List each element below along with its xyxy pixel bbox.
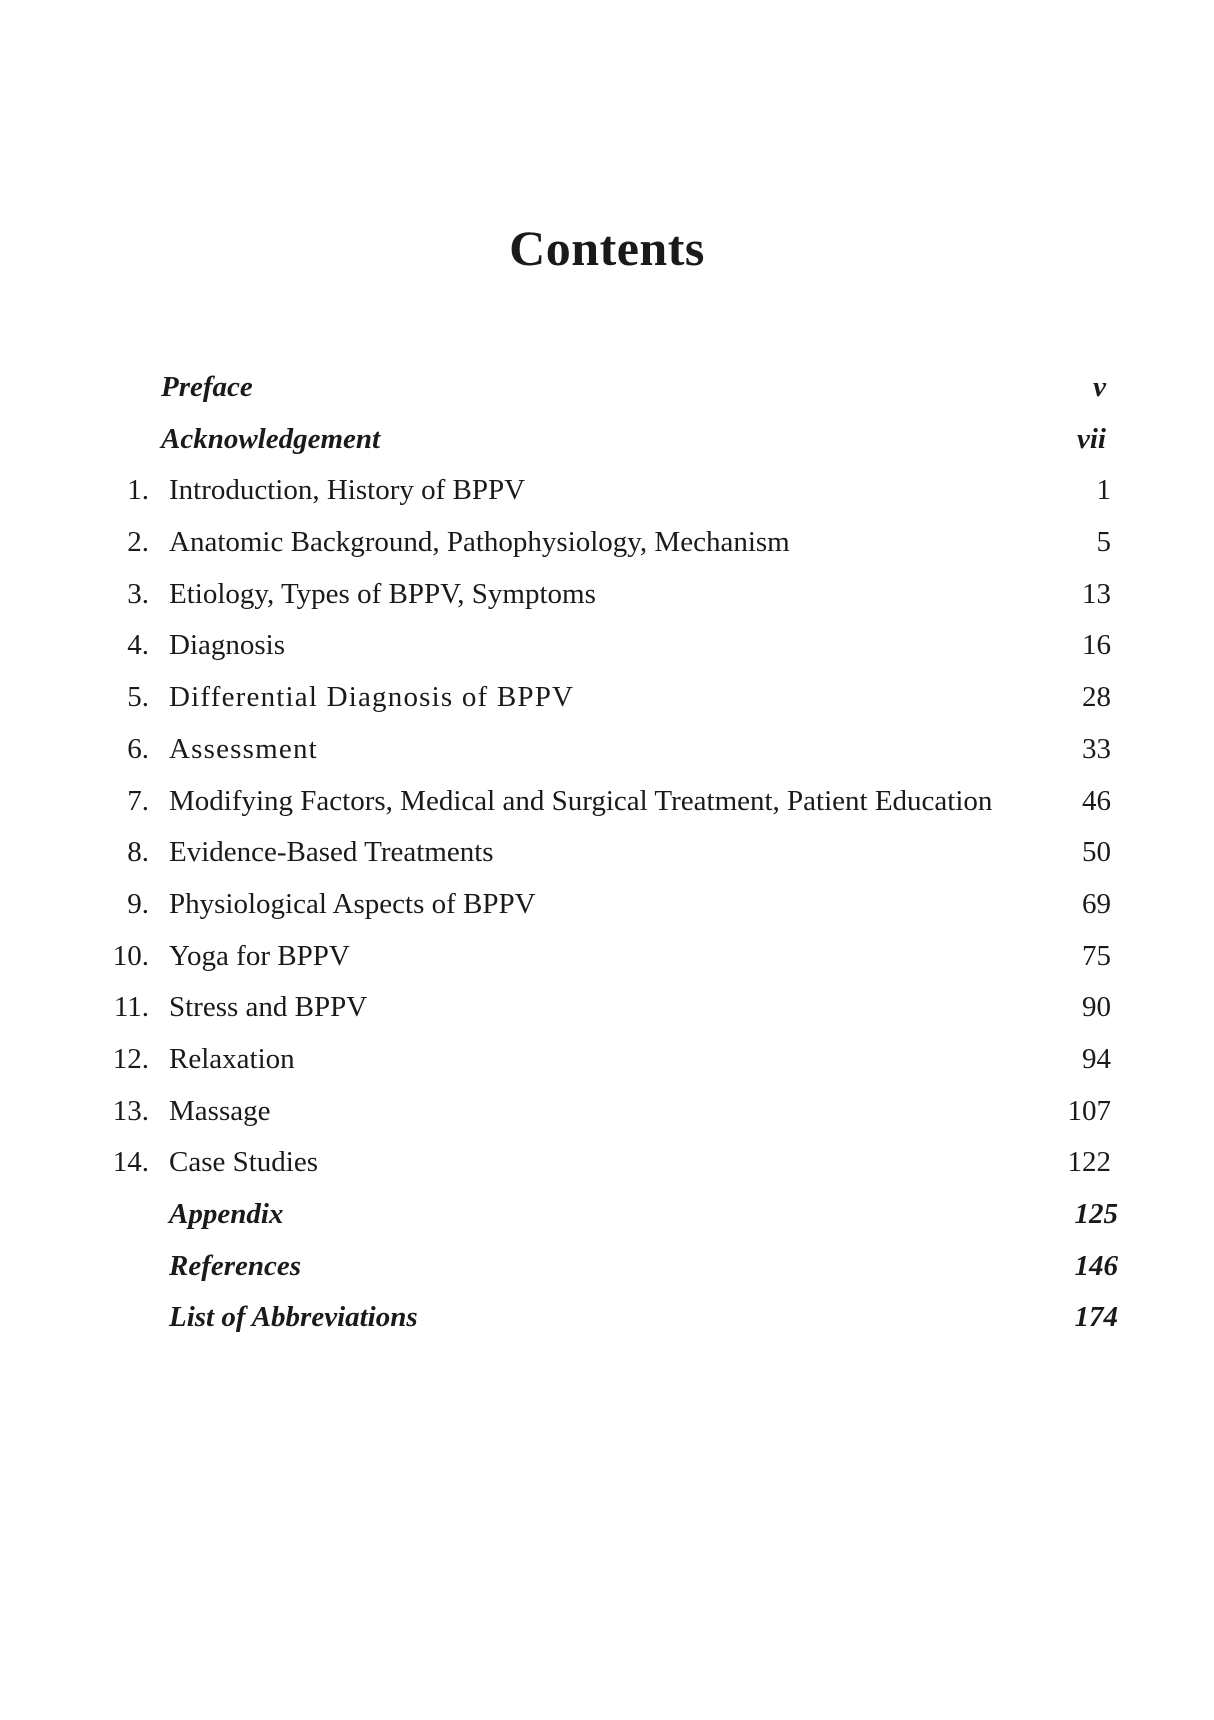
toc-entry-title: Assessment [169,732,318,765]
toc-entry[interactable] [0,1241,1214,1293]
toc-entry-number: 6. [127,732,149,765]
toc-entry[interactable] [0,827,1214,879]
toc-entry[interactable] [0,569,1214,621]
toc-entry-number: 3. [127,577,149,610]
toc-entry-title: Etiology, Types of BPPV, Symptoms [169,577,596,610]
toc-entry-page: vii [1077,422,1106,455]
table-of-contents [0,362,1214,1344]
toc-entry-page: 107 [1067,1094,1111,1127]
toc-entry-number: 4. [127,629,149,662]
toc-entry-page: 50 [1082,836,1111,869]
toc-entry-title: Appendix [169,1198,284,1230]
toc-entry[interactable] [0,931,1214,983]
toc-entry[interactable] [0,414,1214,466]
toc-entry-number: 9. [127,887,149,920]
toc-entry-number: 14. [112,1146,149,1179]
toc-entry-number: 13. [112,1094,149,1127]
toc-entry[interactable] [0,1292,1214,1344]
toc-entry-title: Anatomic Background, Pathophysiology, Mechanism [169,526,790,559]
toc-entry-number: 8. [127,836,149,869]
toc-entry-page: 90 [1082,991,1111,1024]
toc-entry-number: 10. [112,939,149,972]
toc-entry[interactable] [0,982,1214,1034]
toc-entry-page: 174 [1074,1301,1118,1334]
toc-entry-page: 33 [1082,732,1111,765]
toc-entry-title: Physiological Aspects of BPPV [169,887,536,920]
toc-entry-page: 13 [1082,577,1111,610]
toc-entry[interactable] [0,776,1214,828]
toc-entry-page: 146 [1074,1249,1118,1282]
toc-entry-page: 28 [1082,681,1111,714]
toc-entry-page: 5 [1096,526,1111,559]
toc-entry-page: 69 [1082,887,1111,920]
toc-entry-title: Acknowledgement [161,422,381,455]
toc-entry[interactable] [0,517,1214,569]
toc-entry[interactable] [0,1189,1214,1241]
toc-entry-page: 122 [1067,1146,1111,1179]
toc-entry-page: 16 [1082,629,1111,662]
toc-entry-number: 2. [127,526,149,559]
toc-entry[interactable] [0,879,1214,931]
toc-entry-page: v [1093,371,1106,403]
toc-entry[interactable] [0,1034,1214,1086]
toc-entry-number: 7. [127,784,149,817]
toc-entry-page: 125 [1074,1198,1118,1230]
page-title: Contents [509,220,705,276]
toc-entry-title: Introduction, History of BPPV [169,474,526,507]
toc-entry-title: Evidence-Based Treatments [169,836,494,869]
toc-entry-title: Relaxation [169,1042,295,1075]
toc-entry-title: Diagnosis [169,629,285,662]
toc-entry-title: Stress and BPPV [169,991,368,1024]
toc-entry-title: Case Studies [169,1146,319,1179]
toc-entry-title: Preface [161,371,253,403]
toc-entry-number: 5. [127,681,149,714]
toc-entry[interactable] [0,1137,1214,1189]
toc-entry-title: List of Abbreviations [169,1301,418,1334]
toc-entry-title: Modifying Factors, Medical and Surgical Treatment, Patient Education [169,784,993,817]
toc-entry-page: 75 [1082,939,1111,972]
toc-entry[interactable] [0,724,1214,776]
toc-entry-page: 1 [1096,474,1111,507]
toc-entry[interactable] [0,620,1214,672]
toc-entry-title: Yoga for BPPV [169,939,350,972]
toc-entry-title: References [169,1249,302,1282]
toc-entry-title: Differential Diagnosis of BPPV [169,681,575,714]
toc-entry-number: 1. [127,474,149,507]
toc-entry-number: 11. [113,991,149,1024]
toc-entry-title: Massage [169,1094,271,1127]
toc-entry[interactable] [0,1086,1214,1138]
toc-entry-page: 94 [1082,1042,1111,1075]
toc-entry[interactable] [0,362,1214,414]
toc-entry-page: 46 [1082,784,1111,817]
toc-entry-number: 12. [112,1042,149,1075]
toc-entry[interactable] [0,672,1214,724]
toc-entry[interactable] [0,465,1214,517]
